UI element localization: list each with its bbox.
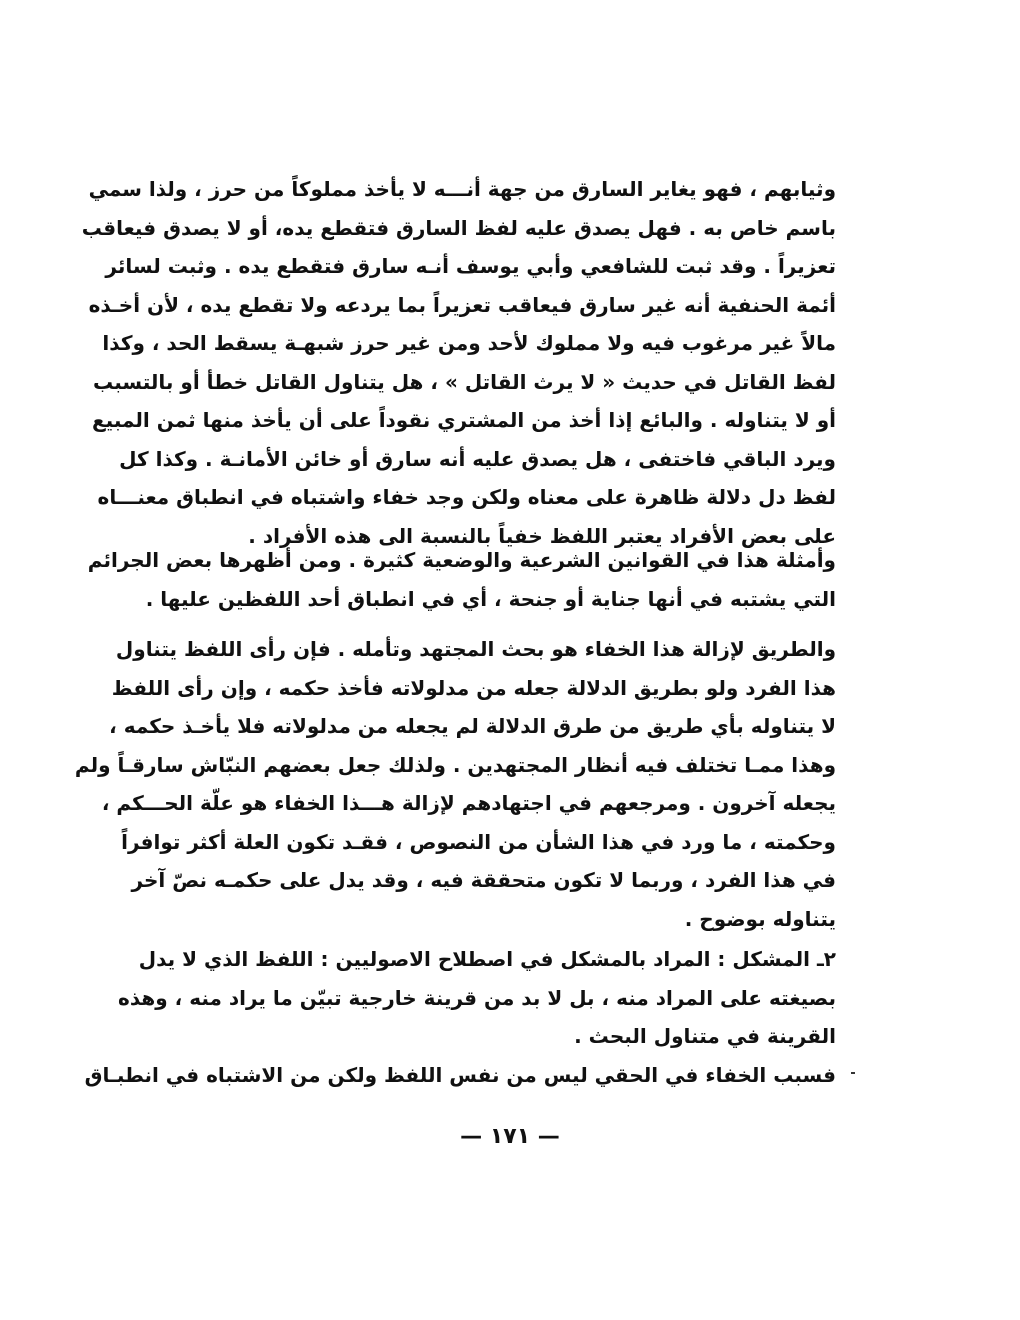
- text-line: وحكمته ، ما ورد في هذا الشأن من النصوص ، فقـد تكون العلة أكثر توافراً: [121, 829, 836, 854]
- text-line: يتناوله بوضوح .: [684, 906, 836, 931]
- text-line: هذا الفرد ولو بطريق الدلالة جعله من مدلولاته فأخذ حكمه ، وإن رأى اللفظ: [111, 675, 836, 700]
- text-line: وهذا ممـا تختلف فيه أنظار المجتهدين . ولذلك جعل بعضهم النبّاش سارقـاً ولم: [74, 752, 836, 777]
- text-line: على بعض الأفراد يعتبر اللفظ خفياً بالنسبة الى هذه الأفراد .: [248, 523, 836, 548]
- paragraph-1: [81, 170, 836, 555]
- paragraph-4: [118, 940, 836, 1056]
- text-line: أو لا يتناوله . والبائع إذا أخذ من المشتري نقوداً على أن يأخذ منها ثمن المبيع: [92, 408, 836, 432]
- paragraph-3: [74, 630, 836, 938]
- text-line: القرينة في متناول البحث .: [574, 1024, 836, 1048]
- text-line: وأمثلة هذا في القوانين الشرعية والوضعية كثيرة . ومن أظهرها بعض الجرائم: [87, 548, 836, 572]
- text-line: وثيابهم ، فهو يغاير السارق من جهة أنـــه لا يأخذ مملوكاً من حرز ، ولذا سمي: [88, 177, 836, 201]
- text-line: بصيغته على المراد منه ، بل لا بد من قرينة خارجية تبيّن ما يراد منه ، وهذه: [118, 985, 836, 1010]
- text-line: ٢ـ المشكل : المراد بالمشكل في اصطلاح الاصوليين : اللفظ الذي لا يدل: [138, 947, 836, 971]
- text-line: التي يشتبه في أنها جناية أو جنحة ، أي في انطباق أحد اللفظين عليها .: [145, 586, 836, 611]
- text-line: أئمة الحنفية أنه غير سارق فيعاقب تعزيراً بما يردعه ولا تقطع يده ، لأن أخـذه: [88, 292, 836, 317]
- scan-speck: [851, 1072, 855, 1074]
- text-line: فسبب الخفاء في الحقي ليس من نفس اللفظ ولكن من الاشتباه في انطبـاق: [84, 1063, 836, 1087]
- text-line: والطريق لإزالة هذا الخفاء هو بحث المجتهد وتأمله . فإن رأى اللفظ يتناول: [115, 637, 836, 661]
- text-line: باسم خاص به . فهل يصدق عليه لفظ السارق فتقطع يده، أو لا يصدق فيعاقب: [81, 215, 836, 240]
- page-number: — ١٧١ —: [460, 1124, 560, 1149]
- text-line: لفظ دل دلالة ظاهرة على معناه ولكن وجد خفاء واشتباه في انطباق معنـــاه: [97, 485, 836, 509]
- paragraph-5: [84, 1056, 836, 1095]
- text-line: يجعله آخرون . ومرجعهم في اجتهادهم لإزالة هـــذا الخفاء هو علّة الحـــكم ،: [101, 791, 836, 815]
- text-line: لفظ القاتل في حديث « لا يرث القاتل » ، هل يتناول القاتل خطأ أو بالتسبب: [93, 369, 836, 394]
- paragraph-2: [87, 541, 836, 618]
- text-line: ويرد الباقي فاختفى ، هل يصدق عليه أنه سارق أو خائن الأمانـة . وكذا كل: [119, 446, 836, 471]
- text-line: لا يتناوله بأي طريق من طرق الدلالة لم يجعله من مدلولاته فلا يأخـذ حكمه ،: [109, 714, 836, 738]
- text-line: مالاً غير مرغوب فيه ولا مملوك لأحد ومن غير حرز شبهـة يسقط الحد ، وكذا: [102, 331, 836, 355]
- text-line: تعزيراً . وقد ثبت للشافعي وأبي يوسف أنـه سارق فتقطع يده . وثبت لسائر: [105, 254, 836, 278]
- text-line: في هذا الفرد ، وربما لا تكون متحققة فيه ، وقد يدل على حكمـه نصّ آخر: [131, 868, 836, 892]
